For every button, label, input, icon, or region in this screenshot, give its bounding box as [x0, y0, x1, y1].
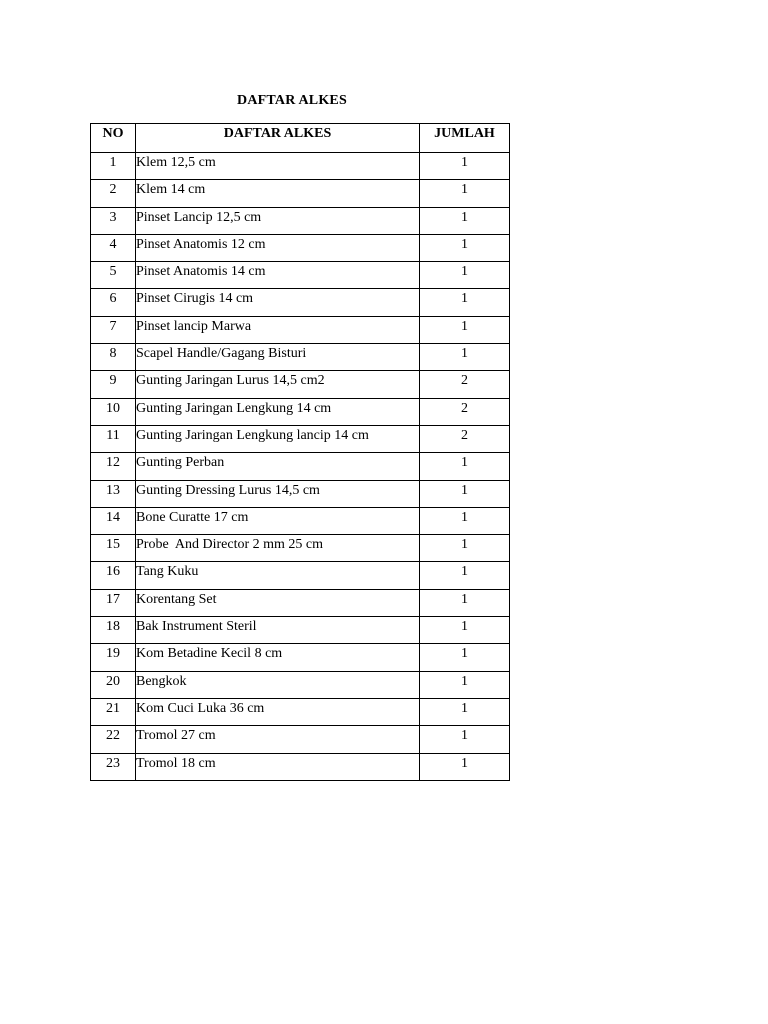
row-item-name-cell	[136, 425, 420, 452]
table-row	[91, 507, 510, 534]
row-quantity: 1	[420, 480, 510, 507]
table-row	[91, 371, 510, 398]
table-row	[91, 180, 510, 207]
row-quantity: 2	[420, 425, 510, 452]
row-item-name: Gunting Jaringan Lurus 14,5 cm2	[136, 373, 325, 389]
row-item-name-cell	[136, 562, 420, 589]
row-quantity: 2	[420, 371, 510, 398]
row-quantity: 2	[420, 398, 510, 425]
row-item-name: Pinset Cirugis 14 cm	[136, 291, 254, 307]
row-quantity: 1	[420, 344, 510, 371]
row-item-name-cell	[136, 234, 420, 261]
row-item-name-cell	[136, 644, 420, 671]
row-item-name: Gunting Jaringan Lengkung lancip 14 cm	[136, 427, 369, 443]
row-number: 19	[91, 644, 136, 671]
row-item-name: Korentang Set	[136, 591, 217, 607]
row-item-name-cell	[136, 753, 420, 780]
row-number: 8	[91, 344, 136, 371]
row-item-name: Pinset Lancip 12,5 cm	[136, 209, 262, 225]
row-number: 1	[91, 153, 136, 180]
row-item-name-cell	[136, 316, 420, 343]
row-number: 6	[91, 289, 136, 316]
table-row	[91, 398, 510, 425]
row-number: 15	[91, 535, 136, 562]
row-item-name-cell	[136, 371, 420, 398]
row-number: 20	[91, 671, 136, 698]
row-quantity: 1	[420, 207, 510, 234]
row-item-name-cell	[136, 289, 420, 316]
row-item-name: Pinset Anatomis 14 cm	[136, 264, 266, 280]
header-no: NO	[91, 124, 136, 153]
header-name: DAFTAR ALKES	[136, 124, 420, 153]
row-item-name: Scapel Handle/Gagang Bisturi	[136, 346, 307, 362]
row-quantity: 1	[420, 726, 510, 753]
row-item-name: Klem 12,5 cm	[136, 155, 216, 170]
row-item-name: Tromol 18 cm	[136, 755, 216, 771]
row-number: 12	[91, 453, 136, 480]
row-item-name: Tang Kuku	[136, 564, 199, 580]
row-item-name-cell	[136, 262, 420, 289]
row-item-name-cell	[136, 698, 420, 725]
row-number: 2	[91, 180, 136, 207]
row-item-name: Kom Cuci Luka 36 cm	[136, 700, 265, 716]
row-item-name-cell	[136, 726, 420, 753]
table-row	[91, 698, 510, 725]
row-item-name: Bak Instrument Steril	[136, 619, 257, 635]
row-number: 18	[91, 617, 136, 644]
row-quantity: 1	[420, 180, 510, 207]
row-item-name-cell	[136, 153, 420, 180]
table-row	[91, 562, 510, 589]
row-number: 14	[91, 507, 136, 534]
row-item-name-cell	[136, 207, 420, 234]
row-quantity: 1	[420, 234, 510, 261]
row-quantity: 1	[420, 535, 510, 562]
row-quantity: 1	[420, 671, 510, 698]
row-quantity: 1	[420, 453, 510, 480]
table-row	[91, 425, 510, 452]
row-number: 13	[91, 480, 136, 507]
row-item-name: Pinset Anatomis 12 cm	[136, 236, 266, 252]
row-number: 17	[91, 589, 136, 616]
header-qty: JUMLAH	[420, 124, 510, 153]
row-item-name: Gunting Dressing Lurus 14,5 cm	[136, 482, 320, 498]
row-quantity: 1	[420, 753, 510, 780]
row-number: 7	[91, 316, 136, 343]
table-row	[91, 289, 510, 316]
table-row	[91, 453, 510, 480]
row-number: 23	[91, 753, 136, 780]
row-quantity: 1	[420, 289, 510, 316]
row-item-name: Gunting Jaringan Lengkung 14 cm	[136, 400, 332, 416]
table-row	[91, 153, 510, 180]
document-title: DAFTAR ALKES	[237, 93, 347, 108]
row-number: 10	[91, 398, 136, 425]
row-number: 3	[91, 207, 136, 234]
row-quantity: 1	[420, 617, 510, 644]
row-number: 5	[91, 262, 136, 289]
row-item-name-cell	[136, 398, 420, 425]
table-row	[91, 480, 510, 507]
table-row	[91, 671, 510, 698]
row-item-name-cell	[136, 589, 420, 616]
table-row	[91, 316, 510, 343]
row-item-name: Gunting Perban	[136, 455, 225, 471]
row-number: 9	[91, 371, 136, 398]
row-item-name-cell	[136, 617, 420, 644]
alkes-table	[90, 123, 510, 781]
row-item-name-cell	[136, 344, 420, 371]
row-quantity: 1	[420, 507, 510, 534]
row-item-name-cell	[136, 671, 420, 698]
row-number: 4	[91, 234, 136, 261]
row-item-name-cell	[136, 480, 420, 507]
table-row	[91, 726, 510, 753]
row-item-name: Tromol 27 cm	[136, 728, 216, 744]
row-number: 11	[91, 425, 136, 452]
row-item-name-cell	[136, 507, 420, 534]
row-item-name: Probe And Director 2 mm 25 cm	[136, 537, 324, 553]
row-item-name: Bengkok	[136, 673, 187, 689]
table-row	[91, 589, 510, 616]
row-item-name-cell	[136, 535, 420, 562]
row-quantity: 1	[420, 698, 510, 725]
table-row	[91, 617, 510, 644]
row-item-name-cell	[136, 453, 420, 480]
row-number: 22	[91, 726, 136, 753]
table-row	[91, 753, 510, 780]
row-item-name: Bone Curatte 17 cm	[136, 509, 249, 525]
row-quantity: 1	[420, 644, 510, 671]
row-item-name: Pinset lancip Marwa	[136, 318, 252, 334]
row-quantity: 1	[420, 316, 510, 343]
row-item-name: Kom Betadine Kecil 8 cm	[136, 646, 283, 662]
table-row	[91, 207, 510, 234]
row-quantity: 1	[420, 153, 510, 180]
table-row	[91, 644, 510, 671]
row-quantity: 1	[420, 262, 510, 289]
row-number: 21	[91, 698, 136, 725]
table-header-row	[91, 124, 510, 153]
table-row	[91, 344, 510, 371]
table-body	[91, 153, 510, 781]
row-item-name: Klem 14 cm	[136, 182, 206, 198]
table-row	[91, 262, 510, 289]
table-row	[91, 234, 510, 261]
table-row	[91, 535, 510, 562]
row-quantity: 1	[420, 562, 510, 589]
row-item-name-cell	[136, 180, 420, 207]
row-quantity: 1	[420, 589, 510, 616]
row-number: 16	[91, 562, 136, 589]
